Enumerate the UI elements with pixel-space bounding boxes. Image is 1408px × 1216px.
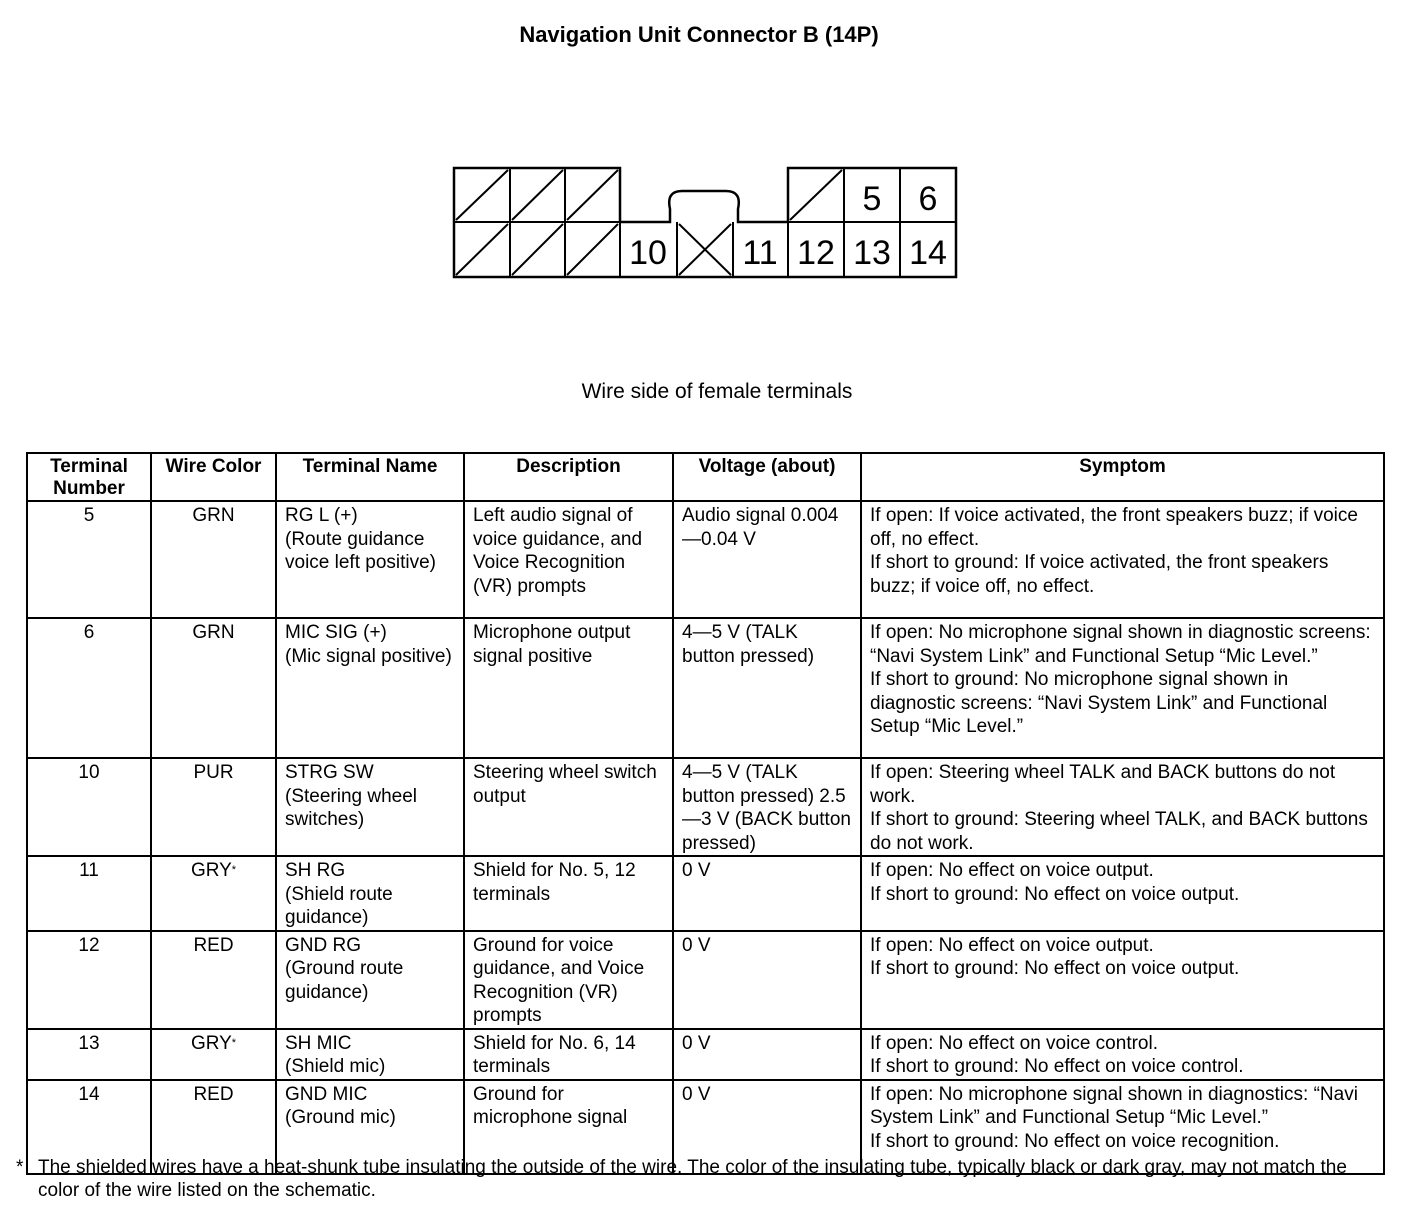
- header-wire-color: Wire Color: [151, 453, 276, 501]
- header-voltage: Voltage (about): [673, 453, 861, 501]
- pin-6-label: 6: [918, 180, 938, 218]
- terminal-number: 6: [27, 618, 151, 758]
- table-header-row: [27, 453, 1384, 501]
- description: Microphone output signal positive: [464, 618, 673, 758]
- wire-color: GRY*: [151, 1029, 276, 1080]
- wire-color: PUR: [151, 758, 276, 856]
- symptom: If open: No effect on voice output. If short to ground: No effect on voice output.: [861, 931, 1384, 1029]
- connector-diagram: [450, 165, 962, 283]
- header-symptom: Symptom: [861, 453, 1384, 501]
- table-row: [27, 618, 1384, 758]
- terminal-name: RG L (+) (Route guidance voice left positive): [276, 501, 464, 618]
- description: Left audio signal of voice guidance, and Voice Recognition (VR) prompts: [464, 501, 673, 618]
- header-terminal-name: Terminal Name: [276, 453, 464, 501]
- footnote-marker: *: [16, 1157, 24, 1178]
- header-terminal-number: Terminal Number: [27, 453, 151, 501]
- symptom: If open: If voice activated, the front speakers buzz; if voice off, no effect. If short to ground: If voice activated, the front speakers buzz; if voice off, no effect.: [861, 501, 1384, 618]
- terminal-name: SH MIC (Shield mic): [276, 1029, 464, 1080]
- voltage: 4—5 V (TALK button pressed) 2.5—3 V (BACK button pressed): [673, 758, 861, 856]
- page-title: Navigation Unit Connector B (14P): [519, 22, 879, 47]
- symptom: If open: Steering wheel TALK and BACK buttons do not work. If short to ground: Steering wheel TALK, and BACK buttons do not work.: [861, 758, 1384, 856]
- wire-color: GRY*: [151, 856, 276, 931]
- terminal-name: SH RG (Shield route guidance): [276, 856, 464, 931]
- table-row: [27, 1029, 1384, 1080]
- terminal-number: 14: [27, 1080, 151, 1174]
- terminal-number: 11: [27, 856, 151, 931]
- voltage: 0 V: [673, 1029, 861, 1080]
- description: Ground for voice guidance, and Voice Recognition (VR) prompts: [464, 931, 673, 1029]
- pin-10-label: 10: [629, 234, 667, 272]
- footnote-text: The shielded wires have a heat-shunk tube insulating the outside of the wire. The color of the insulating tube, typically black or dark gray, may not match the color of the wire listed on the schematic.: [38, 1157, 1347, 1201]
- description: Ground for microphone signal: [464, 1080, 673, 1174]
- table-row: [27, 931, 1384, 1029]
- terminal-name: GND MIC (Ground mic): [276, 1080, 464, 1174]
- voltage: 0 V: [673, 856, 861, 931]
- symptom: If open: No microphone signal shown in diagnostic screens: “Navi System Link” and Functional Setup “Mic Level.” If short to ground: No microphone signal shown in diagnostic screens: “Navi System Link” and Functional Setup “Mic Level.”: [861, 618, 1384, 758]
- connector-caption: Wire side of female terminals: [581, 380, 853, 403]
- wire-color: RED: [151, 931, 276, 1029]
- pin-14-label: 14: [909, 234, 947, 272]
- header-description: Description: [464, 453, 673, 501]
- voltage: 0 V: [673, 931, 861, 1029]
- table-row: [27, 856, 1384, 931]
- terminal-table: [26, 452, 1385, 1175]
- terminal-name: MIC SIG (+) (Mic signal positive): [276, 618, 464, 758]
- pin-13-label: 13: [853, 234, 891, 272]
- description: Shield for No. 5, 12 terminals: [464, 856, 673, 931]
- terminal-number: 13: [27, 1029, 151, 1080]
- terminal-name: STRG SW (Steering wheel switches): [276, 758, 464, 856]
- pin-5-label: 5: [862, 180, 882, 218]
- voltage: 4—5 V (TALK button pressed): [673, 618, 861, 758]
- symptom: If open: No effect on voice output. If short to ground: No effect on voice output.: [861, 856, 1384, 931]
- terminal-number: 12: [27, 931, 151, 1029]
- description: Shield for No. 6, 14 terminals: [464, 1029, 673, 1080]
- table-row: [27, 758, 1384, 856]
- terminal-name: GND RG (Ground route guidance): [276, 931, 464, 1029]
- voltage: 0 V: [673, 1080, 861, 1174]
- wire-color: GRN: [151, 618, 276, 758]
- wire-color: GRN: [151, 501, 276, 618]
- terminal-number: 5: [27, 501, 151, 618]
- pin-11-label: 11: [742, 234, 778, 272]
- wire-color: RED: [151, 1080, 276, 1174]
- symptom: If open: No effect on voice control. If short to ground: No effect on voice control.: [861, 1029, 1384, 1080]
- symptom: If open: No microphone signal shown in diagnostics: “Navi System Link” and Functional Setup “Mic Level.” If short to ground: No effect on voice recognition.: [861, 1080, 1384, 1174]
- pin-12-label: 12: [797, 234, 835, 272]
- table-row: [27, 501, 1384, 618]
- terminal-number: 10: [27, 758, 151, 856]
- voltage: Audio signal 0.004—0.04 V: [673, 501, 861, 618]
- description: Steering wheel switch output: [464, 758, 673, 856]
